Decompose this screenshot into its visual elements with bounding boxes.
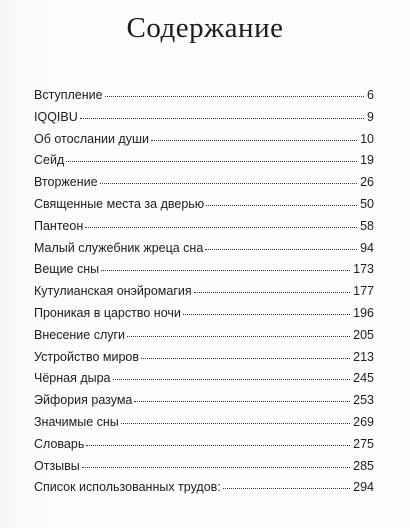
toc-entry-title: Малый служебник жреца сна <box>34 240 204 255</box>
toc-entry-page: 275 <box>353 436 374 451</box>
dot-leader <box>82 467 350 468</box>
toc-entry-title: Вторжение <box>34 175 98 190</box>
dot-leader <box>80 118 364 119</box>
toc-entry <box>34 306 374 328</box>
toc-entry <box>34 197 374 219</box>
dot-leader <box>183 314 350 315</box>
toc-entry-title: IQQIBU <box>34 109 78 124</box>
toc-entry-page: 58 <box>360 218 374 233</box>
toc-entry <box>34 175 374 197</box>
toc-entry-title: Устройство миров <box>34 349 139 364</box>
toc-entry-page: 294 <box>353 480 374 495</box>
toc-entry-page: 10 <box>360 131 374 146</box>
dot-leader <box>100 183 358 184</box>
toc-entry-page: 94 <box>360 240 374 255</box>
toc-entry-title: Вещие сны <box>34 262 100 277</box>
dot-leader <box>86 445 350 446</box>
toc-entry-page: 173 <box>353 262 374 277</box>
toc-entry-page: 205 <box>353 327 374 342</box>
toc-entry-title: Священные места за дверью <box>34 196 205 211</box>
toc-entry-page: 285 <box>353 458 374 473</box>
table-of-contents <box>34 88 374 502</box>
dot-leader <box>85 227 357 228</box>
toc-entry-title: Вступление <box>34 88 103 102</box>
toc-entry-page: 177 <box>353 284 374 299</box>
toc-entry <box>34 459 374 481</box>
toc-entry-title: Отзывы <box>34 458 80 473</box>
toc-entry-page: 213 <box>353 349 374 364</box>
dot-leader <box>206 205 357 206</box>
toc-entry-title: Эйфория разума <box>34 393 133 408</box>
toc-entry-title: Словарь <box>34 436 85 451</box>
toc-entry-title: Внесение слуги <box>34 327 126 342</box>
toc-entry-title: Сейд <box>34 153 65 168</box>
toc-entry-title: Чёрная дыра <box>34 371 111 386</box>
toc-entry-page: 269 <box>353 414 374 429</box>
toc-entry-title: Об отослании души <box>34 131 149 146</box>
toc-entry <box>34 132 374 154</box>
dot-leader <box>151 140 357 141</box>
toc-entry <box>34 415 374 437</box>
dot-leader <box>134 401 350 402</box>
toc-entry <box>34 437 374 459</box>
toc-entry <box>34 262 374 284</box>
toc-entry <box>34 284 374 306</box>
toc-entry-page: 26 <box>360 175 374 190</box>
toc-entry <box>34 350 374 372</box>
toc-entry-page: 253 <box>353 393 374 408</box>
dot-leader <box>113 379 351 380</box>
toc-entry <box>34 153 374 175</box>
dot-leader <box>141 358 350 359</box>
dot-leader <box>66 161 357 162</box>
toc-entry <box>34 88 374 110</box>
toc-entry <box>34 393 374 415</box>
toc-entry <box>34 219 374 241</box>
dot-leader <box>194 292 350 293</box>
toc-entry-page: 19 <box>360 153 374 168</box>
toc-entry <box>34 241 374 263</box>
toc-entry-page: 9 <box>367 109 374 124</box>
toc-entry-title: Список использованных трудов: <box>34 480 221 495</box>
dot-leader <box>105 96 364 97</box>
toc-entry <box>34 371 374 393</box>
dot-leader <box>121 423 350 424</box>
toc-entry-page: 196 <box>353 305 374 320</box>
toc-entry <box>34 480 374 502</box>
toc-entry-page: 50 <box>360 196 374 211</box>
dot-leader <box>127 336 350 337</box>
page-title: Содержание <box>126 12 284 44</box>
toc-entry <box>34 110 374 132</box>
toc-entry-page: 245 <box>353 371 374 386</box>
toc-entry-title: Проникая в царство ночи <box>34 305 181 320</box>
toc-entry-title: Пантеон <box>34 218 84 233</box>
dot-leader <box>205 249 357 250</box>
toc-entry <box>34 328 374 350</box>
dot-leader <box>101 270 350 271</box>
toc-entry-page: 6 <box>367 88 374 102</box>
dot-leader <box>223 488 350 489</box>
toc-entry-title: Кутулианская онэйромагия <box>34 284 192 299</box>
toc-entry-title: Значимые сны <box>34 414 119 429</box>
